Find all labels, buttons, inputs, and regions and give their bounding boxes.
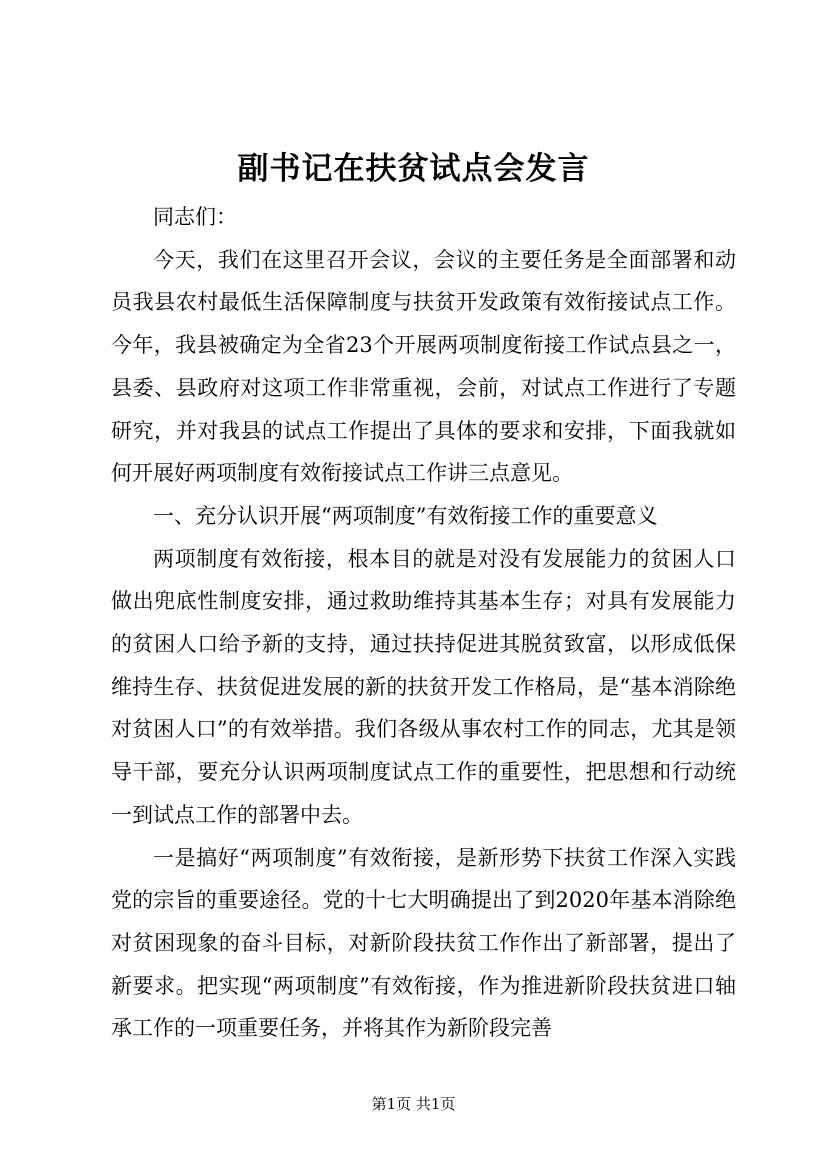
salutation: 同志们：	[153, 205, 237, 229]
page-footer: 第1页 共1页	[371, 1095, 456, 1113]
paragraph-significance: 两项制度有效衔接，根本目的就是对没有发展能力的贫困人口做出兜底性制度安排，通过救助维持其基本生存；对具有发展能力的贫困人口给予新的支持，通过扶持促进其脱贫致富，以形成低保维持生存、扶贫促进发展的新的扶贫开发工作格局，是“基本消除绝对贫困人口”的有效举措。我们各级从事农村工作的同志，尤其是领导干部，要充分认识两项制度试点工作的重要性，把思想和行动统一到试点工作的部署中去。	[111, 546, 736, 827]
document-body	[111, 196, 736, 1050]
section-heading: 一、充分认识开展“两项制度”有效衔接工作的重要意义	[153, 503, 658, 528]
paragraph-intro: 今天，我们在这里召开会议，会议的主要任务是全面部署和动员我县农村最低生活保障制度与扶贫开发政策有效衔接试点工作。今年，我县被确定为全省23个开展两项制度衔接工作试点县之一，县委、县政府对这项工作非常重视，会前，对试点工作进行了专题研究，并对我县的试点工作提出了具体的要求和安排，下面我就如何开展好两项制度有效衔接试点工作讲三点意见。	[111, 247, 736, 486]
document-title: 副书记在扶贫试点会发言	[237, 151, 590, 187]
paragraph-point-one: 一是搞好“两项制度”有效衔接，是新形势下扶贫工作深入实践党的宗旨的重要途径。党的十七大明确提出了到2020年基本消除绝对贫困现象的奋斗目标，对新阶段扶贫工作作出了新部署，提出了新要求。把实现“两项制度”有效衔接，作为推进新阶段扶贫进口轴承工作的一项重要任务，并将其作为新阶段完善	[111, 845, 736, 1041]
